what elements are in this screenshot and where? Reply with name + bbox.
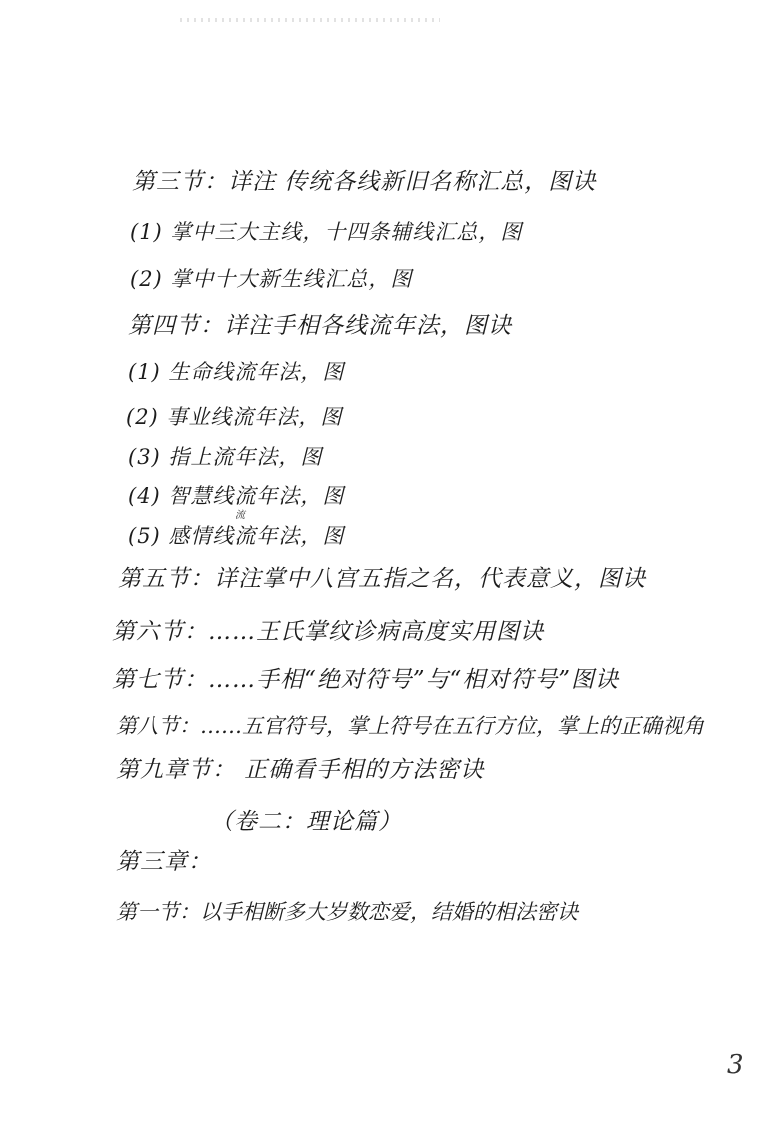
scan-artifact [180, 18, 440, 22]
chapter-3-section-1: 第一节：以手相断多大岁数恋爱，结婚的相法密诀 [116, 900, 578, 924]
section-3-heading: 第三节：详注 传统各线新旧名称汇总，图诀 [132, 169, 597, 195]
section-6-heading: 第六节：……王氏掌纹诊病高度实用图诀 [112, 619, 544, 645]
section-3-item-1: (1) 掌中三大主线，十四条辅线汇总，图 [130, 220, 523, 244]
section-4-item-1: (1) 生命线流年法，图 [128, 360, 345, 384]
chapter-3-heading: 第三章： [116, 849, 212, 875]
section-9-heading: 第九章节： 正确看手相的方法密诀 [116, 757, 485, 783]
inserted-annotation: 流 [235, 510, 245, 521]
section-4-item-4: (4) 智慧线流年法，图 [128, 484, 345, 508]
section-5-heading: 第五节：详注掌中八宫五指之名，代表意义，图诀 [118, 566, 646, 592]
section-4-item-2: (2) 事业线流年法，图 [126, 405, 343, 429]
page-number: 3 [727, 1050, 744, 1080]
section-3-item-2: (2) 掌中十大新生线汇总，图 [130, 267, 413, 291]
volume-2-title: （卷二：理论篇） [210, 809, 402, 835]
section-8-heading: 第八节：……五官符号，掌上符号在五行方位，掌上的正确视角 [116, 714, 704, 738]
section-4-item-3: (3) 指上流年法，图 [128, 445, 323, 469]
section-4-item-5: (5) 感情线流年法，图 [128, 524, 345, 548]
section-4-heading: 第四节：详注手相各线流年法，图诀 [128, 313, 512, 339]
section-7-heading: 第七节：……手相“绝对符号”与“相对符号”图诀 [112, 667, 620, 693]
